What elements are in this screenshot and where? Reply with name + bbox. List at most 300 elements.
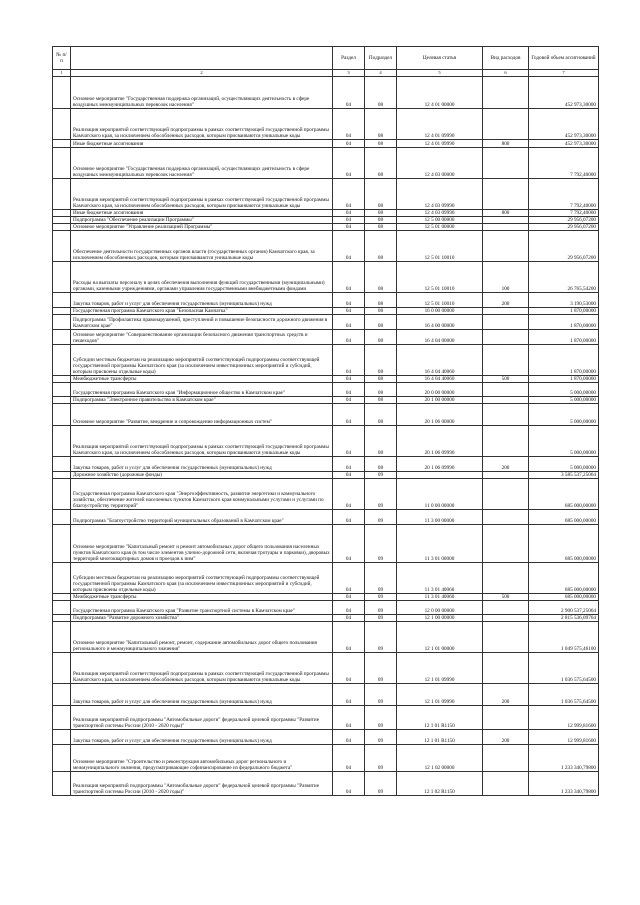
cell-sum: 1 870,00000 <box>529 376 599 383</box>
cell-name: Реализация мероприятий подпрограммы "Автомобильные дороги" федеральной целевой программы "Развитие транспортной системы России (2010 - 2020 годы)" <box>71 772 333 796</box>
cell-razdel: 04 <box>333 262 365 293</box>
cell-podrazdel: 08 <box>365 345 397 376</box>
cell-num <box>53 622 71 653</box>
table-row <box>53 224 599 231</box>
cell-razdel: 04 <box>333 594 365 601</box>
cell-sum: 1 233 340,79800 <box>529 772 599 796</box>
cell-name: Государственная программа Камчатского края "Информационное общество в Камчатском крае" <box>71 383 333 397</box>
cell-sum: 452 973,30000 <box>529 140 599 148</box>
cell-razdel: 04 <box>333 563 365 594</box>
cell-podrazdel: 08 <box>365 109 397 140</box>
cell-name: Реализация мероприятий соответствующей подпрограммы в рамках соответствующей государственной программы Камчатского края, за исключением обособленных расходов, которым присваиваются уникальные коды <box>71 179 333 210</box>
cell-vid <box>483 224 529 231</box>
cell-podrazdel: 09 <box>365 653 397 684</box>
cell-razdel: 04 <box>333 383 365 397</box>
cell-vid <box>483 472 529 479</box>
table-row <box>53 308 599 315</box>
cell-name: Дорожное хозяйство (дорожные фонды) <box>71 472 333 479</box>
cell-sum: 2 900 537,25064 <box>529 601 599 615</box>
cell-name: Основное мероприятие "Государственная поддержка организаций, осуществляющих деятельность в сфере воздушных межмуниципальных перевозок населения" <box>71 77 333 109</box>
cell-sum: 685 000,00000 <box>529 563 599 594</box>
cell-razdel: 04 <box>333 179 365 210</box>
cell-name: Реализация мероприятий подпрограммы "Автомобильные дороги" федеральной целевой программы "Развитие транспортной системы России (2010 - 2020 годы)" <box>71 706 333 730</box>
cell-sum: 7 792,40000 <box>529 179 599 210</box>
cell-sum: 12 999,81600 <box>529 730 599 745</box>
cell-num <box>53 148 71 179</box>
cell-num <box>53 684 71 706</box>
column-number-row <box>53 70 599 77</box>
cell-num <box>53 745 71 772</box>
cell-vid <box>483 615 529 622</box>
table-row <box>53 706 599 730</box>
cell-podrazdel: 08 <box>365 224 397 231</box>
cell-sum: 5 000,00000 <box>529 404 599 426</box>
cell-sum: 1 870,00000 <box>529 315 599 330</box>
cell-name: Основное мероприятие "Строительство и реконструкция автомобильных дорог регионального и межмуниципального значения, предусматривающие софинансирование из федерального бюджета" <box>71 745 333 772</box>
table-row <box>53 653 599 684</box>
cell-razdel: 04 <box>333 601 365 615</box>
cell-target: 12 5 01 00000 <box>397 224 483 231</box>
cell-num <box>53 404 71 426</box>
cell-num <box>53 308 71 315</box>
cell-vid <box>483 179 529 210</box>
cell-name: Подпрограмма "Электронное правительство в Камчатском крае" <box>71 397 333 404</box>
cell-sum: 452 973,30000 <box>529 109 599 140</box>
col-number: 3 <box>333 70 365 77</box>
cell-num <box>53 457 71 472</box>
cell-num <box>53 397 71 404</box>
table-row <box>53 745 599 772</box>
table-row <box>53 262 599 293</box>
cell-sum: 29 956,07200 <box>529 231 599 262</box>
cell-vid <box>483 479 529 510</box>
table-row <box>53 330 599 345</box>
table-row <box>53 231 599 262</box>
table-row <box>53 426 599 457</box>
col-number: 7 <box>529 70 599 77</box>
table-row <box>53 684 599 706</box>
cell-podrazdel: 09 <box>365 706 397 730</box>
cell-target: 12 1 01 00000 <box>397 622 483 653</box>
cell-razdel: 04 <box>333 210 365 217</box>
cell-num <box>53 262 71 293</box>
cell-vid <box>483 148 529 179</box>
cell-sum: 452 973,30000 <box>529 77 599 109</box>
cell-num <box>53 563 71 594</box>
cell-podrazdel: 08 <box>365 293 397 308</box>
header-razdel: Раздел <box>333 47 365 70</box>
cell-podrazdel: 08 <box>365 210 397 217</box>
cell-podrazdel: 09 <box>365 772 397 796</box>
cell-vid <box>483 706 529 730</box>
cell-target: 20 1 06 00000 <box>397 404 483 426</box>
cell-name: Субсидии местным бюджетам на реализацию мероприятий соответствующей подпрограммы соответствующей государственной программы Камчатского края (за исключением инвестиционных мероприятий и субсидий, которым присвоены отдельные коды) <box>71 345 333 376</box>
cell-target: 12 5 01 10010 <box>397 293 483 308</box>
cell-podrazdel: 09 <box>365 510 397 525</box>
cell-target: 16 4 04 00000 <box>397 330 483 345</box>
cell-num <box>53 510 71 525</box>
cell-vid: 500 <box>483 376 529 383</box>
cell-podrazdel: 09 <box>365 684 397 706</box>
cell-podrazdel: 08 <box>365 77 397 109</box>
cell-num <box>53 653 71 684</box>
cell-sum: 1 870,00000 <box>529 308 599 315</box>
cell-num <box>53 730 71 745</box>
cell-razdel: 04 <box>333 217 365 224</box>
cell-razdel: 04 <box>333 224 365 231</box>
cell-podrazdel: 09 <box>365 472 397 479</box>
cell-razdel: 04 <box>333 684 365 706</box>
table-row <box>53 615 599 622</box>
cell-podrazdel: 08 <box>365 404 397 426</box>
cell-num <box>53 224 71 231</box>
cell-target: 11 3 01 40060 <box>397 594 483 601</box>
table-row <box>53 315 599 330</box>
cell-vid <box>483 231 529 262</box>
cell-num <box>53 77 71 109</box>
cell-sum: 685 000,00000 <box>529 594 599 601</box>
cell-razdel: 04 <box>333 404 365 426</box>
cell-num <box>53 594 71 601</box>
cell-razdel: 04 <box>333 472 365 479</box>
table-row <box>53 472 599 479</box>
cell-target: 12 4 03 00000 <box>397 148 483 179</box>
cell-num <box>53 772 71 796</box>
cell-num <box>53 315 71 330</box>
cell-name: Государственная программа Камчатского края "Развитие транспортной системы в Камчатском крае" <box>71 601 333 615</box>
table-row <box>53 772 599 796</box>
cell-podrazdel: 09 <box>365 563 397 594</box>
header-podrazdel: Подраздел <box>365 47 397 70</box>
cell-num <box>53 525 71 563</box>
cell-podrazdel: 08 <box>365 426 397 457</box>
cell-vid: 200 <box>483 457 529 472</box>
cell-vid: 200 <box>483 730 529 745</box>
cell-name: Закупка товаров, работ и услуг для обеспечения государственных (муниципальных) нужд <box>71 293 333 308</box>
cell-podrazdel: 08 <box>365 457 397 472</box>
cell-razdel: 04 <box>333 615 365 622</box>
table-body <box>53 77 599 796</box>
cell-razdel: 04 <box>333 745 365 772</box>
cell-podrazdel: 08 <box>365 315 397 330</box>
cell-num <box>53 383 71 397</box>
cell-vid <box>483 77 529 109</box>
cell-name: Основное мероприятие "Управление реализацией Программы" <box>71 224 333 231</box>
cell-name: Закупка товаров, работ и услуг для обеспечения государственных (муниципальных) нужд <box>71 684 333 706</box>
cell-vid <box>483 563 529 594</box>
cell-razdel: 04 <box>333 479 365 510</box>
cell-num <box>53 376 71 383</box>
cell-name: Межбюджетные трансферты <box>71 594 333 601</box>
cell-target: 16 0 00 00000 <box>397 308 483 315</box>
cell-razdel: 04 <box>333 109 365 140</box>
cell-vid <box>483 397 529 404</box>
cell-sum: 1 870,00000 <box>529 345 599 376</box>
cell-num <box>53 345 71 376</box>
cell-num <box>53 109 71 140</box>
cell-razdel: 04 <box>333 653 365 684</box>
cell-podrazdel: 09 <box>365 479 397 510</box>
header-sum: Годовой объем ассигнований <box>529 47 599 70</box>
cell-target: 12 5 01 10010 <box>397 231 483 262</box>
cell-razdel: 04 <box>333 510 365 525</box>
cell-name: Реализация мероприятий соответствующей подпрограммы в рамках соответствующей государственной программы Камчатского края, за исключением обособленных расходов, которым присваиваются уникальные коды <box>71 653 333 684</box>
cell-vid: 200 <box>483 684 529 706</box>
cell-target: 12 1 01 09990 <box>397 653 483 684</box>
cell-vid <box>483 525 529 563</box>
cell-vid <box>483 109 529 140</box>
header-vid: Вид расходов <box>483 47 529 70</box>
cell-name: Государственная программа Камчатского края "Энергоэффективность, развитие энергетики и коммунального хозяйства, обеспечение жителей населенных пунктов Камчатского края коммунальными услугами и услугами по благоустройству территорий" <box>71 479 333 510</box>
cell-razdel: 04 <box>333 315 365 330</box>
cell-vid <box>483 601 529 615</box>
cell-podrazdel: 08 <box>365 217 397 224</box>
cell-sum: 1 036 575,64500 <box>529 653 599 684</box>
cell-vid <box>483 315 529 330</box>
cell-num <box>53 179 71 210</box>
cell-vid <box>483 510 529 525</box>
cell-target: 11 3 01 00000 <box>397 525 483 563</box>
cell-sum: 1 049 575,46100 <box>529 622 599 653</box>
cell-vid <box>483 772 529 796</box>
table-row <box>53 293 599 308</box>
cell-target: 12 1 01 R1150 <box>397 706 483 730</box>
cell-num <box>53 479 71 510</box>
cell-sum: 26 765,54200 <box>529 262 599 293</box>
cell-razdel: 04 <box>333 525 365 563</box>
cell-target: 20 0 00 00000 <box>397 383 483 397</box>
cell-sum: 2 815 536,09764 <box>529 615 599 622</box>
cell-vid: 100 <box>483 262 529 293</box>
col-number: 1 <box>53 70 71 77</box>
cell-target: 11 3 00 00000 <box>397 510 483 525</box>
cell-razdel: 04 <box>333 706 365 730</box>
cell-sum: 5 000,00000 <box>529 397 599 404</box>
cell-target: 12 1 02 R1150 <box>397 772 483 796</box>
cell-target: 11 0 00 00000 <box>397 479 483 510</box>
cell-sum: 685 000,00000 <box>529 479 599 510</box>
cell-num <box>53 210 71 217</box>
cell-target: 12 0 00 00000 <box>397 601 483 615</box>
cell-podrazdel: 08 <box>365 140 397 148</box>
cell-target: 12 4 01 09990 <box>397 140 483 148</box>
cell-razdel: 04 <box>333 730 365 745</box>
document-page <box>52 46 598 796</box>
cell-razdel: 04 <box>333 148 365 179</box>
cell-name: Иные бюджетные ассигнования <box>71 210 333 217</box>
cell-vid <box>483 217 529 224</box>
cell-target: 12 1 01 09990 <box>397 684 483 706</box>
cell-sum: 5 000,00000 <box>529 426 599 457</box>
cell-razdel: 04 <box>333 622 365 653</box>
cell-num <box>53 615 71 622</box>
cell-podrazdel: 08 <box>365 231 397 262</box>
cell-name: Реализация мероприятий соответствующей подпрограммы в рамках соответствующей государственной программы Камчатского края, за исключением обособленных расходов, которым присваиваются уникальные коды <box>71 426 333 457</box>
cell-sum: 12 999,81600 <box>529 706 599 730</box>
cell-name: Основное мероприятие "Развитие, внедрение и сопровождение информационных систем" <box>71 404 333 426</box>
cell-podrazdel: 09 <box>365 730 397 745</box>
cell-sum: 1 036 575,64500 <box>529 684 599 706</box>
cell-name: Обеспечение деятельности государственных органов власти (государственных органов) Камчатского края, за исключением обособленных расходов, которым присваиваются уникальные коды <box>71 231 333 262</box>
cell-vid <box>483 308 529 315</box>
cell-name: Основное мероприятие "Совершенствование организации безопасного движения транспортных средств и пешеходов" <box>71 330 333 345</box>
cell-target: 12 4 01 09990 <box>397 109 483 140</box>
cell-name: Иные бюджетные ассигнования <box>71 140 333 148</box>
cell-name: Основное мероприятие "Капитальный ремонт и ремонт автомобильных дорог общего пользования населенных пунктов Камчатского края (в том числе элементов улично-дорожной сети, включая тротуары и парковки), дворовых территорий многоквартирных домов и проездов к ним" <box>71 525 333 563</box>
table-row <box>53 601 599 615</box>
cell-target: 20 1 06 09990 <box>397 457 483 472</box>
table-row <box>53 404 599 426</box>
cell-sum: 7 792,40000 <box>529 148 599 179</box>
cell-sum: 29 956,07200 <box>529 224 599 231</box>
table-row <box>53 140 599 148</box>
cell-name: Расходы на выплаты персоналу в целях обеспечения выполнения функций государственными (муниципальными) органами, казенными учреждениями, органами управления государственными внебюджетными фондами <box>71 262 333 293</box>
table-row <box>53 594 599 601</box>
cell-podrazdel: 08 <box>365 262 397 293</box>
cell-vid <box>483 345 529 376</box>
cell-target: 12 4 03 09990 <box>397 210 483 217</box>
cell-razdel: 04 <box>333 293 365 308</box>
cell-name: Подпрограмма "Развитие дорожного хозяйства" <box>71 615 333 622</box>
cell-vid <box>483 622 529 653</box>
cell-num <box>53 231 71 262</box>
cell-sum: 7 792,40000 <box>529 210 599 217</box>
cell-vid <box>483 383 529 397</box>
cell-podrazdel: 08 <box>365 397 397 404</box>
table-row <box>53 345 599 376</box>
cell-sum: 1 870,00000 <box>529 330 599 345</box>
cell-num <box>53 472 71 479</box>
cell-name: Государственная программа Камчатского края "Безопасная Камчатка" <box>71 308 333 315</box>
cell-sum: 1 233 340,79800 <box>529 745 599 772</box>
cell-podrazdel: 09 <box>365 601 397 615</box>
cell-podrazdel: 08 <box>365 308 397 315</box>
cell-vid: 200 <box>483 293 529 308</box>
budget-table <box>52 46 599 796</box>
cell-sum: 3 190,53000 <box>529 293 599 308</box>
table-row <box>53 210 599 217</box>
table-row <box>53 510 599 525</box>
cell-num <box>53 217 71 224</box>
cell-sum: 685 000,00000 <box>529 510 599 525</box>
cell-podrazdel: 08 <box>365 330 397 345</box>
cell-target: 12 1 01 R1150 <box>397 730 483 745</box>
cell-podrazdel: 08 <box>365 383 397 397</box>
table-header-row <box>53 47 599 70</box>
cell-target: 16 4 04 40060 <box>397 345 483 376</box>
table-row <box>53 525 599 563</box>
cell-sum: 3 585 537,25064 <box>529 472 599 479</box>
cell-target: 12 4 03 09990 <box>397 179 483 210</box>
cell-razdel: 04 <box>333 376 365 383</box>
cell-target: 12 5 00 00000 <box>397 217 483 224</box>
cell-razdel: 04 <box>333 330 365 345</box>
col-number: 6 <box>483 70 529 77</box>
table-row <box>53 397 599 404</box>
cell-sum: 29 956,07200 <box>529 217 599 224</box>
cell-target: 12 1 02 00000 <box>397 745 483 772</box>
table-row <box>53 383 599 397</box>
table-row <box>53 457 599 472</box>
cell-vid <box>483 653 529 684</box>
table-row <box>53 376 599 383</box>
cell-sum: 5 000,00000 <box>529 457 599 472</box>
cell-vid <box>483 745 529 772</box>
cell-name: Реализация мероприятий соответствующей подпрограммы в рамках соответствующей государственной программы Камчатского края, за исключением обособленных расходов, которым присваиваются уникальные коды <box>71 109 333 140</box>
cell-podrazdel: 09 <box>365 615 397 622</box>
cell-vid: 800 <box>483 210 529 217</box>
table-row <box>53 217 599 224</box>
cell-sum: 5 000,00000 <box>529 383 599 397</box>
cell-razdel: 04 <box>333 308 365 315</box>
col-number: 5 <box>397 70 483 77</box>
cell-razdel: 04 <box>333 77 365 109</box>
cell-name: Подпрограмма "Обеспечение реализации Программы" <box>71 217 333 224</box>
cell-name: Закупка товаров, работ и услуг для обеспечения государственных (муниципальных) нужд <box>71 457 333 472</box>
cell-podrazdel: 08 <box>365 148 397 179</box>
cell-target: 20 1 06 09990 <box>397 426 483 457</box>
cell-podrazdel: 08 <box>365 376 397 383</box>
cell-razdel: 04 <box>333 397 365 404</box>
cell-razdel: 04 <box>333 772 365 796</box>
col-number: 4 <box>365 70 397 77</box>
cell-target: 11 3 01 40060 <box>397 563 483 594</box>
cell-name: Закупка товаров, работ и услуг для обеспечения государственных (муниципальных) нужд <box>71 730 333 745</box>
cell-num <box>53 140 71 148</box>
cell-podrazdel: 09 <box>365 525 397 563</box>
cell-vid <box>483 330 529 345</box>
cell-target: 16 4 04 40060 <box>397 376 483 383</box>
cell-target: 12 1 00 00000 <box>397 615 483 622</box>
cell-num <box>53 706 71 730</box>
cell-target: 12 5 01 10010 <box>397 262 483 293</box>
cell-name: Межбюджетные трансферты <box>71 376 333 383</box>
table-row <box>53 479 599 510</box>
cell-vid: 500 <box>483 594 529 601</box>
cell-podrazdel: 09 <box>365 745 397 772</box>
table-row <box>53 730 599 745</box>
table-row <box>53 563 599 594</box>
col-number: 2 <box>71 70 333 77</box>
cell-vid <box>483 404 529 426</box>
cell-target: 12 4 01 00000 <box>397 77 483 109</box>
cell-num <box>53 330 71 345</box>
cell-name: Основное мероприятие "Капитальный ремонт, ремонт, содержание автомобильных дорог общего пользования регионального и межмуниципального значения" <box>71 622 333 653</box>
cell-podrazdel: 09 <box>365 622 397 653</box>
cell-num <box>53 293 71 308</box>
cell-target <box>397 472 483 479</box>
cell-vid: 800 <box>483 140 529 148</box>
cell-num <box>53 601 71 615</box>
table-row <box>53 148 599 179</box>
cell-sum: 685 000,00000 <box>529 525 599 563</box>
header-target: Целевая статья <box>397 47 483 70</box>
table-row <box>53 622 599 653</box>
cell-razdel: 04 <box>333 426 365 457</box>
cell-podrazdel: 08 <box>365 179 397 210</box>
header-num: № п/п <box>53 47 71 70</box>
table-row <box>53 179 599 210</box>
table-row <box>53 77 599 109</box>
cell-name: Подпрограмма "Профилактика правонарушений, преступлений и повышение безопасности дорожного движения в Камчатском крае" <box>71 315 333 330</box>
cell-razdel: 04 <box>333 345 365 376</box>
cell-name: Субсидии местным бюджетам на реализацию мероприятий соответствующей подпрограммы соответствующей государственной программы Камчатского края (за исключением инвестиционных мероприятий и субсидий, которым присвоены отдельные коды) <box>71 563 333 594</box>
cell-num <box>53 426 71 457</box>
cell-razdel: 04 <box>333 231 365 262</box>
cell-name: Основное мероприятие "Государственная поддержка организаций, осуществляющих деятельность в сфере воздушных межмуниципальных перевозок населения" <box>71 148 333 179</box>
cell-target: 20 1 00 00000 <box>397 397 483 404</box>
cell-razdel: 04 <box>333 457 365 472</box>
